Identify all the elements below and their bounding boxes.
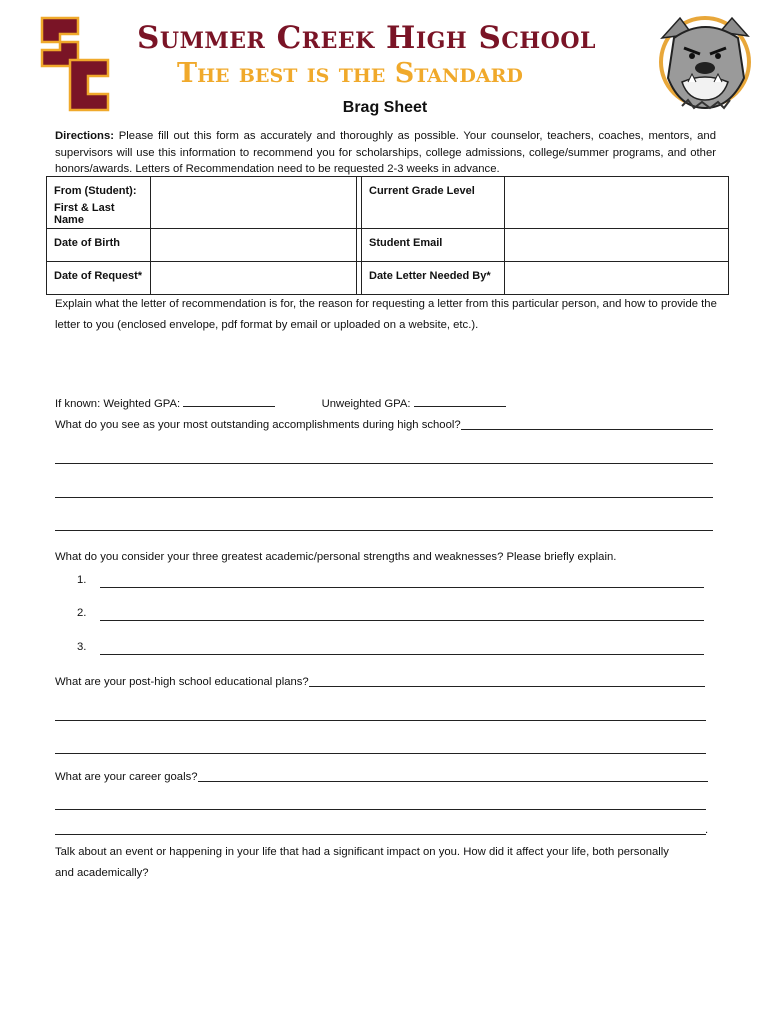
needed-by-label: Date Letter Needed By* xyxy=(362,262,505,295)
request-date-label: Date of Request* xyxy=(47,262,151,295)
gpa-row xyxy=(55,393,506,415)
strength-item-number: 2. xyxy=(77,607,87,619)
student-email-label: Student Email xyxy=(362,229,505,262)
strength-item-number: 3. xyxy=(77,641,87,653)
student-name-field[interactable] xyxy=(151,177,357,229)
strength-item-number: 1. xyxy=(77,574,87,586)
career-row xyxy=(55,767,708,788)
education-line[interactable] xyxy=(55,720,706,721)
career-end-mark: . xyxy=(705,824,709,836)
strength-item-field[interactable] xyxy=(100,620,704,621)
education-prompt: What are your post-high school educational plans? xyxy=(55,676,309,688)
student-info-table xyxy=(46,176,729,295)
career-prompt: What are your career goals? xyxy=(55,771,198,783)
accomplishments-line[interactable] xyxy=(55,530,713,531)
school-tagline: The best is the Standard xyxy=(177,58,523,89)
career-line[interactable] xyxy=(55,809,706,810)
strengths-prompt: What do you consider your three greatest academic/personal strengths and weaknesses? Please briefly explain. xyxy=(55,551,617,563)
accomplishments-line[interactable] xyxy=(55,463,713,464)
weighted-gpa-field[interactable] xyxy=(183,393,275,407)
grade-level-field[interactable] xyxy=(505,177,729,229)
education-row xyxy=(55,672,705,693)
accomplishments-line[interactable] xyxy=(55,497,713,498)
directions-label: Directions: xyxy=(55,130,115,142)
education-line[interactable] xyxy=(55,753,706,754)
document-title: Brag Sheet xyxy=(342,99,428,116)
request-date-field[interactable] xyxy=(151,262,357,295)
directions-text: Please fill out this form as accurately and thoroughly as possible. Your counselor, teachers, coaches, mentors, and supervisors will use this information to recommend you for scholarships, college admissions, college/summer programs, and other honors/awards. Letters of Recommendation need to be requested 2-3 weeks in advance. xyxy=(55,130,716,175)
event-prompt: Talk about an event or happening in your life that had a significant impact on you. How did it affect your life, both personally and academically? xyxy=(55,846,669,879)
directions-paragraph xyxy=(55,128,716,178)
career-line[interactable] xyxy=(55,834,706,835)
weighted-gpa-label: If known: Weighted GPA: xyxy=(55,398,181,410)
dob-field[interactable] xyxy=(151,229,357,262)
accomplishments-field[interactable] xyxy=(461,415,713,430)
grade-level-label: Current Grade Level xyxy=(362,177,505,229)
needed-by-field[interactable] xyxy=(505,262,729,295)
school-name: Summer Creek High School xyxy=(137,20,596,56)
unweighted-gpa-field[interactable] xyxy=(414,393,506,407)
strength-item-field[interactable] xyxy=(100,654,704,655)
accomplishments-prompt: What do you see as your most outstanding accomplishments during high school? xyxy=(55,419,461,431)
student-email-field[interactable] xyxy=(505,229,729,262)
from-student-label: From (Student): First & Last Name xyxy=(47,177,151,229)
dob-label: Date of Birth xyxy=(47,229,151,262)
accomplishments-row xyxy=(55,415,713,436)
unweighted-gpa-label: Unweighted GPA: xyxy=(321,398,411,410)
explain-prompt: Explain what the letter of recommendation is for, the reason for requesting a letter from this particular person, and how to provide the letter to you (enclosed envelope, pdf format by email or uploaded on a website, etc.). xyxy=(55,298,717,331)
strength-item-field[interactable] xyxy=(100,587,704,588)
career-field[interactable] xyxy=(198,767,708,782)
education-field[interactable] xyxy=(309,672,705,687)
